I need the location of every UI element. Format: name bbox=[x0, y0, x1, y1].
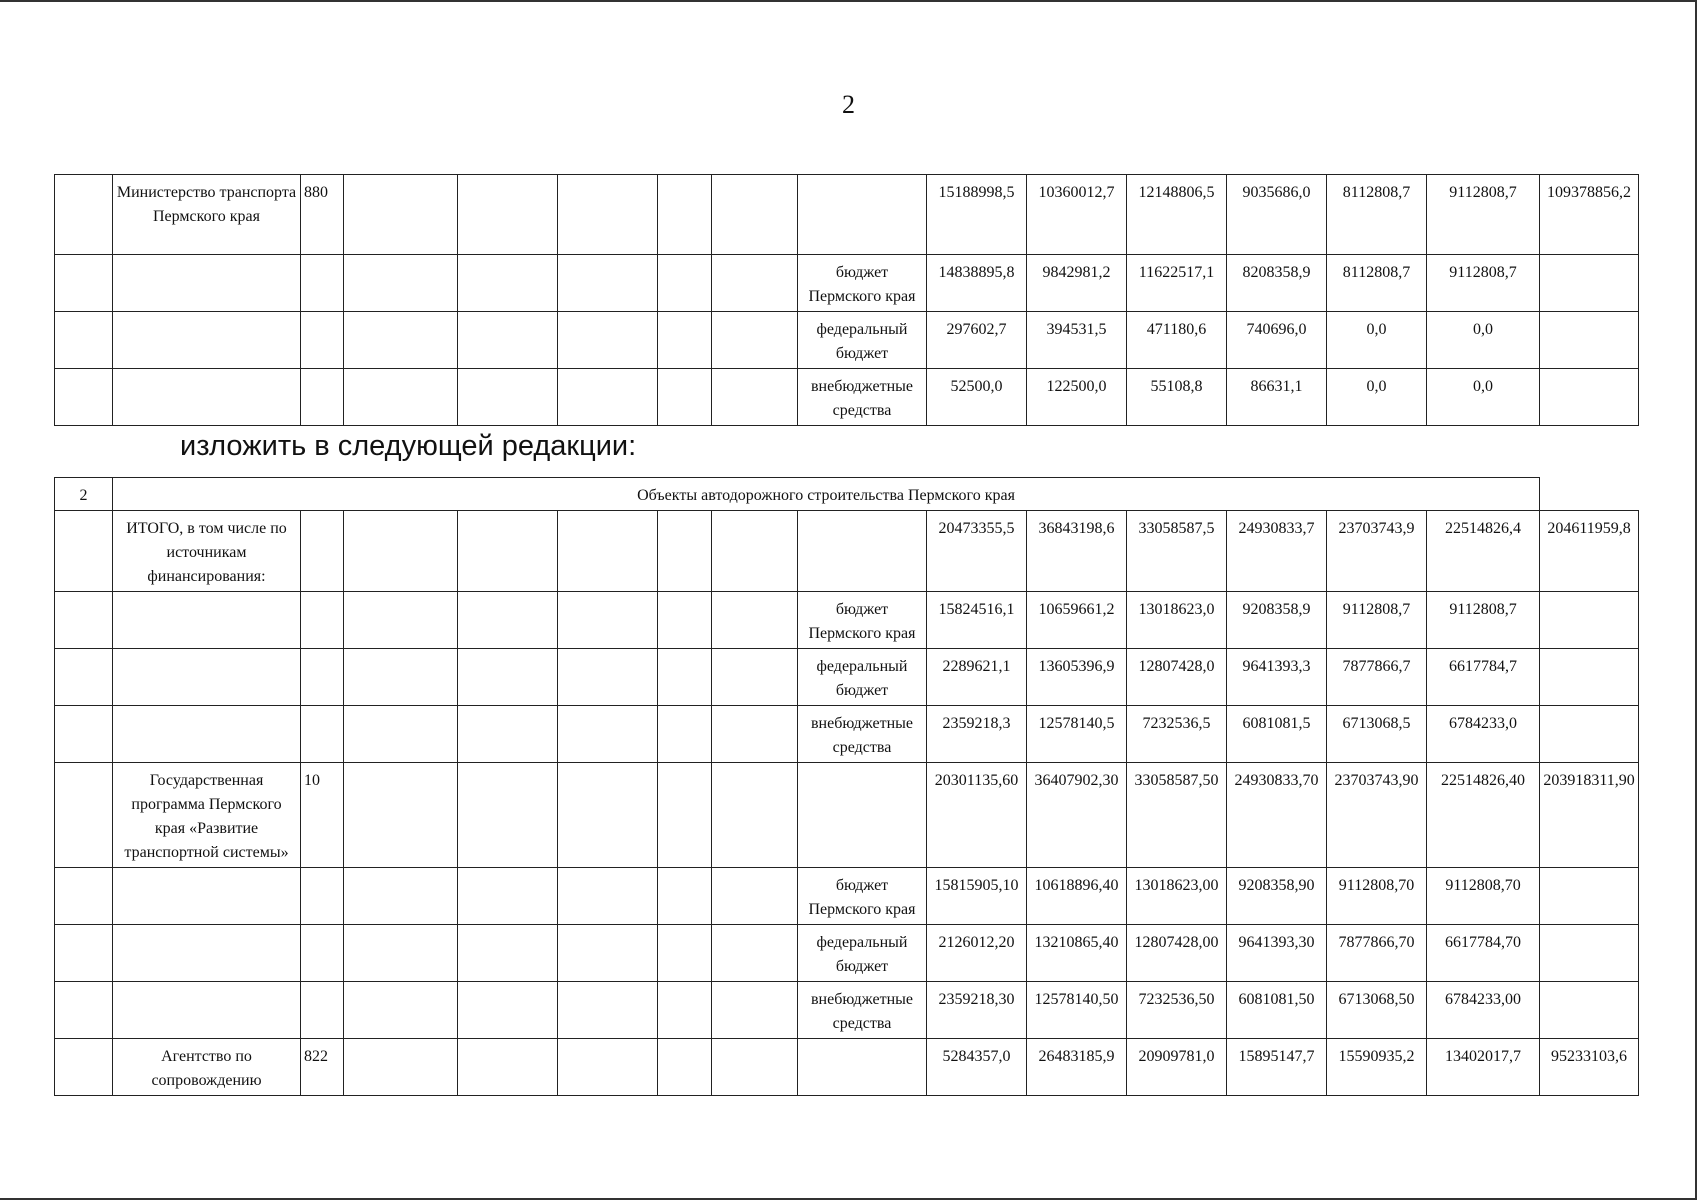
value-cell: 13605396,9 bbox=[1027, 649, 1127, 706]
value-cell: 13018623,0 bbox=[1127, 592, 1227, 649]
value-cell: 20473355,5 bbox=[927, 511, 1027, 592]
empty-cell bbox=[558, 369, 658, 426]
table-row bbox=[55, 1039, 1639, 1096]
row-source-cell bbox=[798, 1039, 927, 1096]
empty-cell bbox=[558, 868, 658, 925]
value-cell: 22514826,40 bbox=[1427, 763, 1540, 868]
value-cell: 9035686,0 bbox=[1227, 175, 1327, 255]
value-cell: 12578140,5 bbox=[1027, 706, 1127, 763]
table-row bbox=[55, 255, 1639, 312]
empty-cell bbox=[458, 868, 558, 925]
bottom-table bbox=[54, 477, 1639, 1096]
value-cell: 204611959,8 bbox=[1540, 511, 1639, 592]
value-cell: 8112808,7 bbox=[1327, 255, 1427, 312]
value-cell: 0,0 bbox=[1327, 312, 1427, 369]
row-name-cell: Министерство транспорта Пермского края bbox=[113, 175, 301, 255]
empty-cell bbox=[458, 511, 558, 592]
value-cell: 7877866,70 bbox=[1327, 925, 1427, 982]
value-cell bbox=[1540, 649, 1639, 706]
table-row bbox=[55, 511, 1639, 592]
empty-cell bbox=[55, 592, 113, 649]
value-cell: 8208358,9 bbox=[1227, 255, 1327, 312]
row-code-cell: 10 bbox=[301, 763, 344, 868]
empty-cell bbox=[712, 369, 798, 426]
value-cell: 52500,0 bbox=[927, 369, 1027, 426]
row-name-cell bbox=[113, 649, 301, 706]
empty-cell bbox=[458, 763, 558, 868]
table-row bbox=[55, 763, 1639, 868]
empty-cell bbox=[712, 925, 798, 982]
empty-cell bbox=[558, 925, 658, 982]
value-cell bbox=[1540, 868, 1639, 925]
row-name-cell: ИТОГО, в том числе по источникам финансирования: bbox=[113, 511, 301, 592]
empty-cell bbox=[458, 649, 558, 706]
empty-cell bbox=[344, 369, 458, 426]
empty-cell bbox=[344, 255, 458, 312]
empty-cell bbox=[658, 706, 712, 763]
value-cell: 15815905,10 bbox=[927, 868, 1027, 925]
value-cell: 6617784,70 bbox=[1427, 925, 1540, 982]
empty-cell bbox=[55, 255, 113, 312]
empty-cell bbox=[558, 255, 658, 312]
value-cell: 203918311,90 bbox=[1540, 763, 1639, 868]
value-cell: 36843198,6 bbox=[1027, 511, 1127, 592]
value-cell: 9112808,7 bbox=[1427, 592, 1540, 649]
empty-cell bbox=[558, 592, 658, 649]
row-name-cell bbox=[113, 592, 301, 649]
row-source-cell bbox=[798, 175, 927, 255]
empty-cell bbox=[344, 592, 458, 649]
empty-cell bbox=[658, 511, 712, 592]
row-source-cell: бюджет Пермского края bbox=[798, 255, 927, 312]
value-cell bbox=[1540, 592, 1639, 649]
row-source-cell: внебюджетные средства bbox=[798, 982, 927, 1039]
empty-cell bbox=[458, 255, 558, 312]
empty-cell bbox=[344, 511, 458, 592]
empty-cell bbox=[558, 763, 658, 868]
value-cell: 33058587,50 bbox=[1127, 763, 1227, 868]
value-cell: 13018623,00 bbox=[1127, 868, 1227, 925]
empty-cell bbox=[658, 763, 712, 868]
value-cell: 20909781,0 bbox=[1127, 1039, 1227, 1096]
row-code-cell bbox=[301, 706, 344, 763]
value-cell: 14838895,8 bbox=[927, 255, 1027, 312]
value-cell: 12807428,00 bbox=[1127, 925, 1227, 982]
value-cell: 6784233,00 bbox=[1427, 982, 1540, 1039]
table-row bbox=[55, 982, 1639, 1039]
value-cell: 15895147,7 bbox=[1227, 1039, 1327, 1096]
empty-cell bbox=[458, 369, 558, 426]
empty-cell bbox=[55, 511, 113, 592]
value-cell: 24930833,70 bbox=[1227, 763, 1327, 868]
page-number: 2 bbox=[842, 90, 855, 119]
value-cell: 15590935,2 bbox=[1327, 1039, 1427, 1096]
empty-cell bbox=[712, 1039, 798, 1096]
value-cell: 0,0 bbox=[1427, 312, 1540, 369]
empty-cell bbox=[558, 312, 658, 369]
row-code-cell bbox=[301, 369, 344, 426]
empty-cell bbox=[458, 925, 558, 982]
value-cell: 13210865,40 bbox=[1027, 925, 1127, 982]
value-cell: 6081081,5 bbox=[1227, 706, 1327, 763]
empty-cell bbox=[712, 592, 798, 649]
value-cell: 7232536,5 bbox=[1127, 706, 1227, 763]
value-cell bbox=[1540, 925, 1639, 982]
value-cell: 2289621,1 bbox=[927, 649, 1027, 706]
empty-cell bbox=[55, 763, 113, 868]
value-cell: 20301135,60 bbox=[927, 763, 1027, 868]
row-name-cell bbox=[113, 925, 301, 982]
empty-cell bbox=[55, 925, 113, 982]
value-cell: 12807428,0 bbox=[1127, 649, 1227, 706]
value-cell: 95233103,6 bbox=[1540, 1039, 1639, 1096]
value-cell: 7877866,7 bbox=[1327, 649, 1427, 706]
value-cell: 9208358,9 bbox=[1227, 592, 1327, 649]
empty-cell bbox=[344, 982, 458, 1039]
value-cell: 6713068,50 bbox=[1327, 982, 1427, 1039]
row-source-cell: федеральный бюджет bbox=[798, 649, 927, 706]
row-code-cell bbox=[301, 982, 344, 1039]
value-cell: 6713068,5 bbox=[1327, 706, 1427, 763]
table-row bbox=[55, 175, 1639, 255]
value-cell: 10360012,7 bbox=[1027, 175, 1127, 255]
empty-cell bbox=[712, 649, 798, 706]
value-cell: 9112808,7 bbox=[1327, 592, 1427, 649]
row-name-cell bbox=[113, 255, 301, 312]
value-cell: 9208358,90 bbox=[1227, 868, 1327, 925]
empty-cell bbox=[658, 175, 712, 255]
section-header-row bbox=[55, 478, 1639, 511]
empty-cell bbox=[658, 649, 712, 706]
table-row bbox=[55, 592, 1639, 649]
row-code-cell bbox=[301, 925, 344, 982]
table-row bbox=[55, 868, 1639, 925]
section-title: Объекты автодорожного строительства Пермского края bbox=[113, 478, 1540, 511]
value-cell: 12578140,50 bbox=[1027, 982, 1127, 1039]
section-index: 2 bbox=[55, 478, 113, 511]
row-name-cell bbox=[113, 312, 301, 369]
empty-cell bbox=[712, 255, 798, 312]
value-cell: 26483185,9 bbox=[1027, 1039, 1127, 1096]
value-cell: 23703743,9 bbox=[1327, 511, 1427, 592]
row-name-cell bbox=[113, 706, 301, 763]
value-cell: 7232536,50 bbox=[1127, 982, 1227, 1039]
empty-cell bbox=[558, 175, 658, 255]
value-cell: 471180,6 bbox=[1127, 312, 1227, 369]
row-source-cell: внебюджетные средства bbox=[798, 369, 927, 426]
value-cell: 24930833,7 bbox=[1227, 511, 1327, 592]
table-row bbox=[55, 312, 1639, 369]
value-cell: 33058587,5 bbox=[1127, 511, 1227, 592]
value-cell: 0,0 bbox=[1327, 369, 1427, 426]
empty-cell bbox=[712, 763, 798, 868]
table-row bbox=[55, 706, 1639, 763]
row-name-cell bbox=[113, 868, 301, 925]
amendment-phrase: изложить в следующей редакции: bbox=[180, 430, 637, 462]
empty-cell bbox=[344, 868, 458, 925]
value-cell: 8112808,7 bbox=[1327, 175, 1427, 255]
value-cell bbox=[1540, 312, 1639, 369]
value-cell: 10659661,2 bbox=[1027, 592, 1127, 649]
row-source-cell: бюджет Пермского края bbox=[798, 868, 927, 925]
empty-cell bbox=[658, 369, 712, 426]
value-cell: 2126012,20 bbox=[927, 925, 1027, 982]
value-cell: 394531,5 bbox=[1027, 312, 1127, 369]
empty-cell bbox=[55, 1039, 113, 1096]
empty-cell bbox=[658, 868, 712, 925]
empty-cell bbox=[712, 982, 798, 1039]
empty-cell bbox=[344, 175, 458, 255]
row-code-cell bbox=[301, 312, 344, 369]
empty-cell bbox=[55, 868, 113, 925]
empty-cell bbox=[344, 706, 458, 763]
row-source-cell: федеральный бюджет bbox=[798, 925, 927, 982]
table-row bbox=[55, 369, 1639, 426]
row-name-cell bbox=[113, 369, 301, 426]
empty-cell bbox=[712, 312, 798, 369]
value-cell: 109378856,2 bbox=[1540, 175, 1639, 255]
value-cell: 15188998,5 bbox=[927, 175, 1027, 255]
row-source-cell bbox=[798, 511, 927, 592]
row-code-cell bbox=[301, 649, 344, 706]
row-name-cell: Государственная программа Пермского края «Развитие транспортной системы» bbox=[113, 763, 301, 868]
row-source-cell: внебюджетные средства bbox=[798, 706, 927, 763]
row-source-cell: бюджет Пермского края bbox=[798, 592, 927, 649]
empty-cell bbox=[55, 312, 113, 369]
row-code-cell: 880 bbox=[301, 175, 344, 255]
value-cell: 5284357,0 bbox=[927, 1039, 1027, 1096]
empty-cell bbox=[712, 175, 798, 255]
empty-cell bbox=[712, 868, 798, 925]
empty-cell bbox=[344, 763, 458, 868]
value-cell: 9842981,2 bbox=[1027, 255, 1127, 312]
empty-cell bbox=[558, 511, 658, 592]
value-cell: 10618896,40 bbox=[1027, 868, 1127, 925]
value-cell: 0,0 bbox=[1427, 369, 1540, 426]
row-name-cell bbox=[113, 982, 301, 1039]
empty-cell bbox=[55, 369, 113, 426]
value-cell: 22514826,4 bbox=[1427, 511, 1540, 592]
top-table bbox=[54, 174, 1639, 426]
empty-cell bbox=[658, 255, 712, 312]
row-code-cell: 822 bbox=[301, 1039, 344, 1096]
empty-cell bbox=[344, 1039, 458, 1096]
row-code-cell bbox=[301, 868, 344, 925]
empty-cell bbox=[55, 649, 113, 706]
empty-cell bbox=[712, 511, 798, 592]
row-code-cell bbox=[301, 255, 344, 312]
row-name-cell: Агентство по сопровождению bbox=[113, 1039, 301, 1096]
empty-cell bbox=[458, 592, 558, 649]
value-cell bbox=[1540, 982, 1639, 1039]
value-cell: 36407902,30 bbox=[1027, 763, 1127, 868]
value-cell: 2359218,30 bbox=[927, 982, 1027, 1039]
value-cell: 11622517,1 bbox=[1127, 255, 1227, 312]
empty-cell bbox=[558, 1039, 658, 1096]
empty-cell bbox=[344, 312, 458, 369]
value-cell: 23703743,90 bbox=[1327, 763, 1427, 868]
value-cell bbox=[1540, 255, 1639, 312]
empty-cell bbox=[558, 649, 658, 706]
empty-cell bbox=[658, 312, 712, 369]
empty-cell bbox=[558, 706, 658, 763]
row-source-cell bbox=[798, 763, 927, 868]
value-cell: 9112808,7 bbox=[1427, 255, 1540, 312]
value-cell: 740696,0 bbox=[1227, 312, 1327, 369]
empty-cell bbox=[712, 706, 798, 763]
empty-cell bbox=[55, 706, 113, 763]
value-cell: 122500,0 bbox=[1027, 369, 1127, 426]
empty-cell bbox=[344, 649, 458, 706]
empty-cell bbox=[55, 982, 113, 1039]
value-cell: 9112808,70 bbox=[1427, 868, 1540, 925]
empty-cell bbox=[458, 312, 558, 369]
empty-cell bbox=[658, 925, 712, 982]
value-cell: 86631,1 bbox=[1227, 369, 1327, 426]
value-cell: 15824516,1 bbox=[927, 592, 1027, 649]
value-cell bbox=[1540, 369, 1639, 426]
value-cell: 12148806,5 bbox=[1127, 175, 1227, 255]
empty-cell bbox=[458, 706, 558, 763]
value-cell: 6784233,0 bbox=[1427, 706, 1540, 763]
value-cell: 13402017,7 bbox=[1427, 1039, 1540, 1096]
empty-cell bbox=[658, 1039, 712, 1096]
table-row bbox=[55, 925, 1639, 982]
value-cell: 6081081,50 bbox=[1227, 982, 1327, 1039]
value-cell: 2359218,3 bbox=[927, 706, 1027, 763]
value-cell: 55108,8 bbox=[1127, 369, 1227, 426]
empty-cell bbox=[658, 982, 712, 1039]
empty-cell bbox=[458, 982, 558, 1039]
empty-cell bbox=[558, 982, 658, 1039]
value-cell: 9112808,7 bbox=[1427, 175, 1540, 255]
value-cell: 6617784,7 bbox=[1427, 649, 1540, 706]
value-cell: 297602,7 bbox=[927, 312, 1027, 369]
row-source-cell: федеральный бюджет bbox=[798, 312, 927, 369]
table-row bbox=[55, 649, 1639, 706]
scan-border-top bbox=[0, 0, 1697, 2]
empty-cell bbox=[458, 1039, 558, 1096]
empty-cell bbox=[55, 175, 113, 255]
empty-cell bbox=[458, 175, 558, 255]
row-code-cell bbox=[301, 511, 344, 592]
value-cell bbox=[1540, 706, 1639, 763]
empty-cell bbox=[344, 925, 458, 982]
empty-cell bbox=[658, 592, 712, 649]
value-cell: 9641393,30 bbox=[1227, 925, 1327, 982]
row-code-cell bbox=[301, 592, 344, 649]
value-cell: 9641393,3 bbox=[1227, 649, 1327, 706]
value-cell: 9112808,70 bbox=[1327, 868, 1427, 925]
